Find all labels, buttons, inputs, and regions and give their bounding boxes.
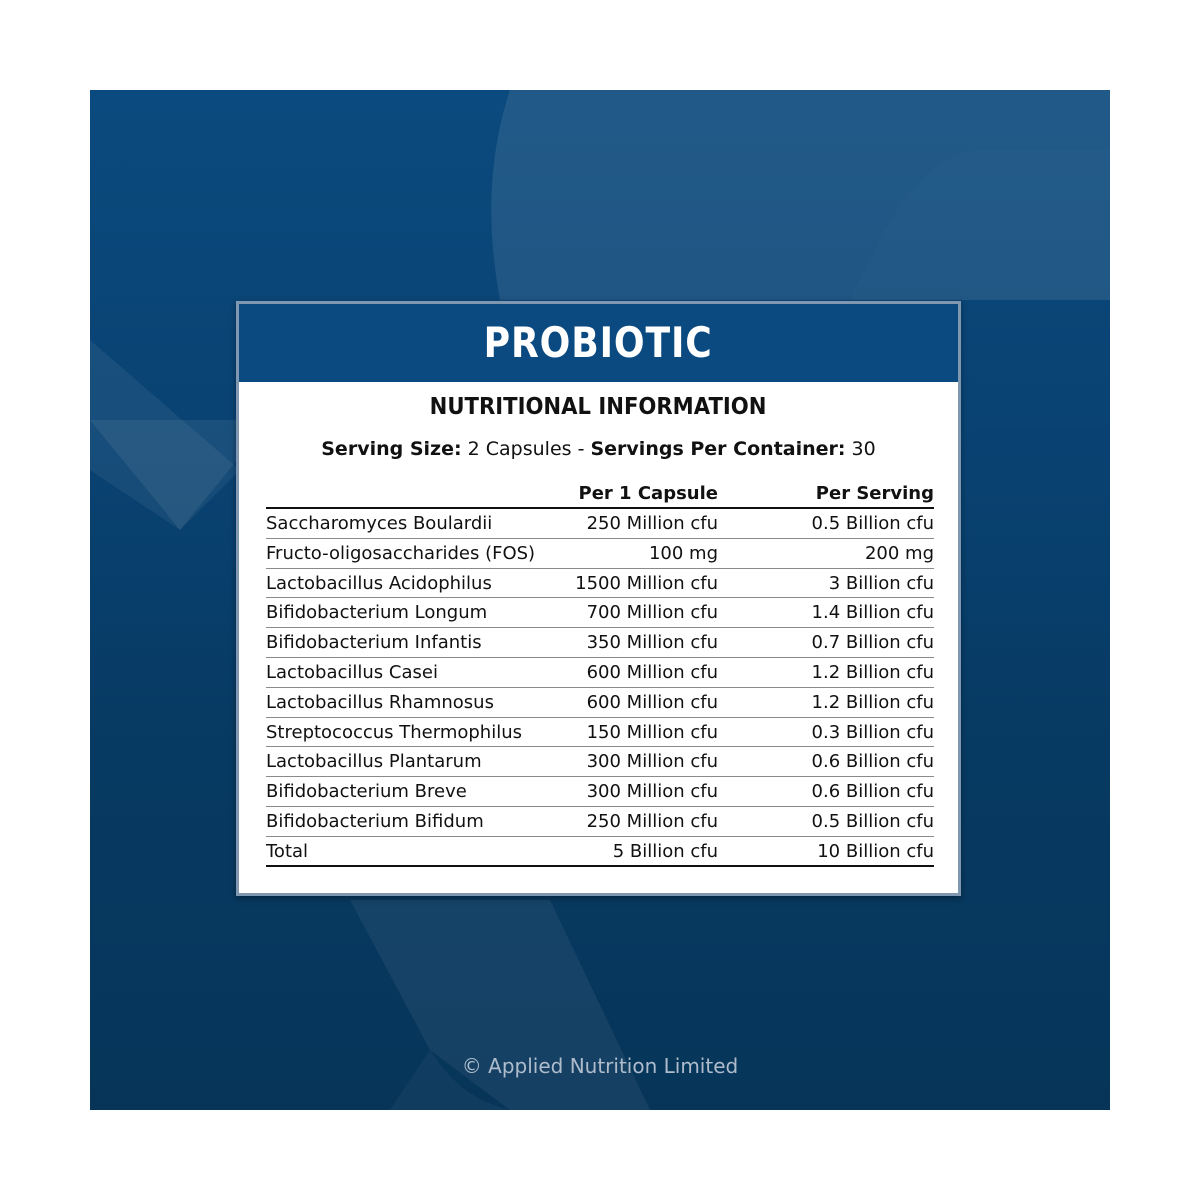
serving-size-value: 2 Capsules xyxy=(467,438,572,460)
serving-info xyxy=(239,438,958,460)
ingredient-cell: Bifidobacterium Bifidum xyxy=(266,810,484,832)
nutrition-heading: NUTRITIONAL INFORMATION xyxy=(430,394,767,420)
table-row xyxy=(266,807,934,837)
per-serving-cell: 200 mg xyxy=(864,542,934,564)
ingredient-cell: Lactobacillus Rhamnosus xyxy=(266,691,494,713)
per-serving-cell: 10 Billion cfu xyxy=(817,840,934,862)
serving-size-label: Serving Size: xyxy=(321,438,462,460)
per-serving-cell: 0.5 Billion cfu xyxy=(811,810,934,832)
table-row xyxy=(266,658,934,688)
ingredient-cell: Bifidobacterium Breve xyxy=(266,781,467,803)
per-serving-cell: 0.5 Billion cfu xyxy=(811,513,934,534)
table-row xyxy=(266,539,934,569)
per-capsule-cell: 150 Million cfu xyxy=(586,721,718,743)
ingredient-cell: Lactobacillus Casei xyxy=(266,661,438,683)
serving-separator: - xyxy=(577,438,585,460)
per-capsule-cell: 300 Million cfu xyxy=(586,781,718,803)
servings-per-container-label: Servings Per Container: xyxy=(590,438,846,460)
table-header-row xyxy=(266,479,934,509)
per-serving-cell: 0.7 Billion cfu xyxy=(811,632,934,654)
per-serving-cell: 1.4 Billion cfu xyxy=(811,602,934,624)
per-serving-cell: 0.6 Billion cfu xyxy=(811,781,934,803)
per-capsule-cell: 5 Billion cfu xyxy=(612,840,718,862)
table-row xyxy=(266,747,934,777)
card-header xyxy=(239,304,958,382)
per-capsule-cell: 250 Million cfu xyxy=(586,810,718,832)
ingredient-cell: Bifidobacterium Longum xyxy=(266,602,488,624)
per-serving-cell: 0.6 Billion cfu xyxy=(811,751,934,773)
nutrition-table xyxy=(266,479,934,867)
ingredient-cell: Bifidobacterium Infantis xyxy=(266,632,482,654)
ingredient-cell: Streptococcus Thermophilus xyxy=(266,721,522,743)
per-capsule-cell: 1500 Million cfu xyxy=(575,572,718,594)
table-row xyxy=(266,777,934,807)
ingredient-cell: Lactobacillus Plantarum xyxy=(266,751,482,773)
per-serving-cell: 1.2 Billion cfu xyxy=(811,691,934,713)
table-row xyxy=(266,569,934,599)
ingredient-cell: Lactobacillus Acidophilus xyxy=(266,572,492,594)
table-row xyxy=(266,598,934,628)
ingredient-cell: Saccharomyces Boulardii xyxy=(266,513,493,534)
table-header-per-serving: Per Serving xyxy=(815,483,934,504)
per-serving-cell: 0.3 Billion cfu xyxy=(811,721,934,743)
per-serving-cell: 3 Billion cfu xyxy=(828,572,934,594)
per-capsule-cell: 250 Million cfu xyxy=(586,513,718,534)
per-capsule-cell: 600 Million cfu xyxy=(586,691,718,713)
table-row xyxy=(266,688,934,718)
table-row xyxy=(266,718,934,748)
ingredient-cell: Total xyxy=(266,840,309,862)
per-capsule-cell: 100 mg xyxy=(648,542,718,564)
copyright-text: © Applied Nutrition Limited xyxy=(461,1054,739,1078)
per-serving-cell: 1.2 Billion cfu xyxy=(811,661,934,683)
per-capsule-cell: 300 Million cfu xyxy=(586,751,718,773)
nutrition-card xyxy=(236,301,961,896)
per-capsule-cell: 700 Million cfu xyxy=(586,602,718,624)
table-header-per-capsule: Per 1 Capsule xyxy=(578,483,718,504)
table-row xyxy=(266,509,934,539)
table-row xyxy=(266,837,934,867)
per-capsule-cell: 350 Million cfu xyxy=(586,632,718,654)
servings-per-container-value: 30 xyxy=(851,438,876,460)
ingredient-cell: Fructo-oligosaccharides (FOS) xyxy=(266,542,536,564)
per-capsule-cell: 600 Million cfu xyxy=(586,661,718,683)
product-title: PROBIOTIC xyxy=(483,318,714,367)
table-row xyxy=(266,628,934,658)
